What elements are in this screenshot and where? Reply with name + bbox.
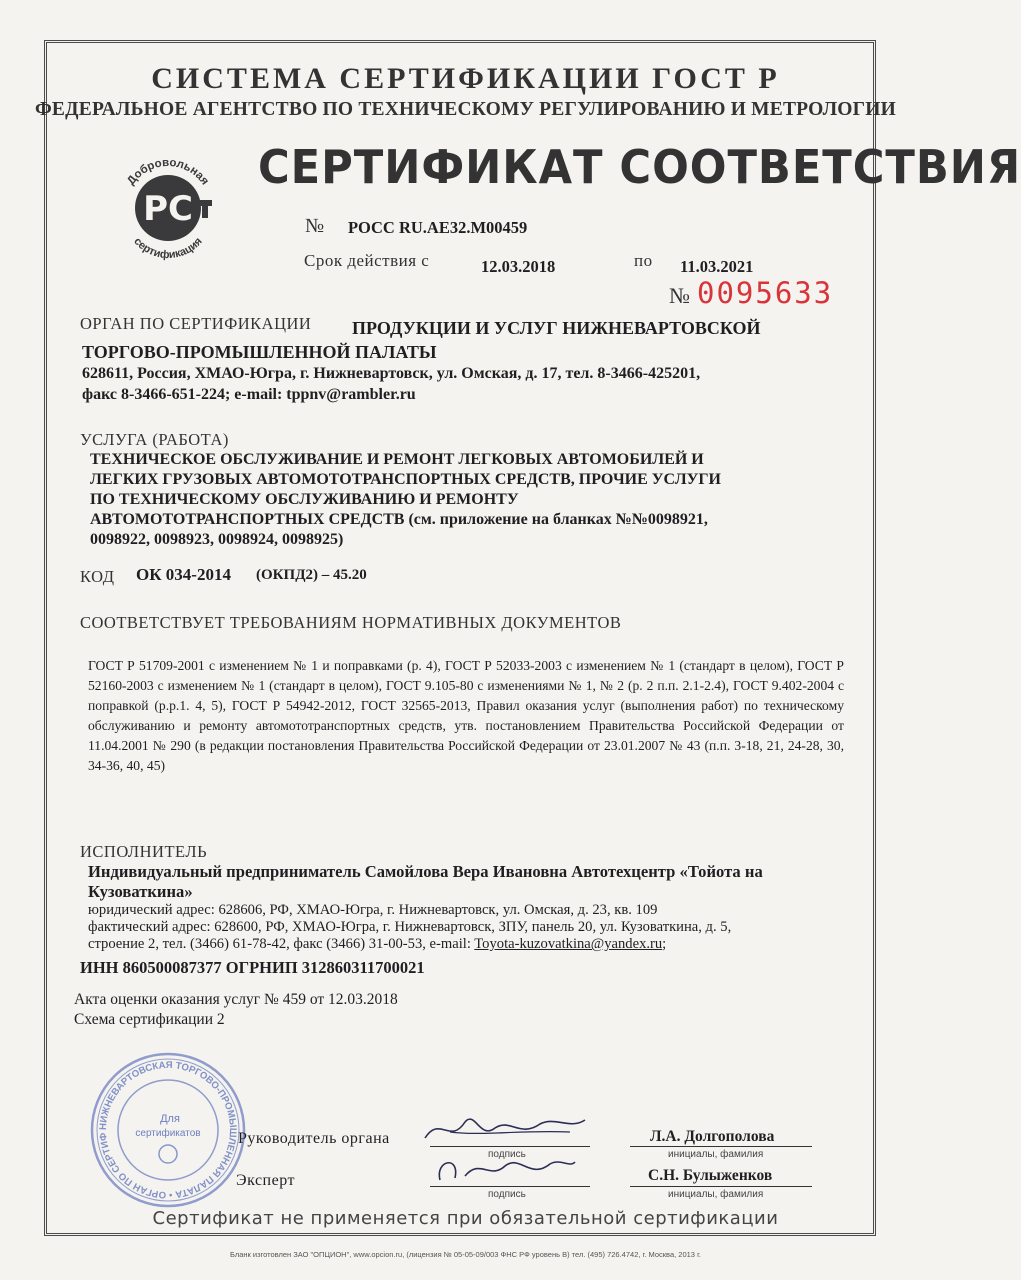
head-name: Л.А. Долгополова xyxy=(650,1128,775,1145)
expert-name-caption: инициалы, фамилия xyxy=(668,1189,764,1200)
stamp-center-2: сертификатов xyxy=(135,1128,201,1139)
executor-contacts xyxy=(88,936,666,953)
executor-label: ИСПОЛНИТЕЛЬ xyxy=(80,842,208,861)
svg-text:НИЖНЕВАРТОВСКАЯ ТОРГОВО-ПРОМЫШ xyxy=(88,1050,238,1200)
agency-title: ФЕДЕРАЛЬНОЕ АГЕНТСТВО ПО ТЕХНИЧЕСКОМУ РЕГУЛИРОВАНИЮ И МЕТРОЛОГИИ xyxy=(34,99,897,120)
organ-address: 628611, Россия, ХМАО-Югра, г. Нижневартовск, ул. Омская, д. 17, тел. 8-3466-425201, xyxy=(82,365,701,382)
executor-line-1: Индивидуальный предприниматель Самойлова Вера Ивановна Автотехцентр «Тойота на xyxy=(88,862,763,881)
expert-sign-caption: подпись xyxy=(488,1189,526,1200)
service-line-1: ТЕХНИЧЕСКОЕ ОБСЛУЖИВАНИЕ И РЕМОНТ ЛЕГКОВЫХ АВТОМОБИЛЕЙ И xyxy=(90,451,704,468)
inn-ogrnip: ИНН 860500087377 ОГРНИП 312860311700021 xyxy=(80,958,425,977)
service-line-4: АВТОМОТОТРАНСПОРТНЫХ СРЕДСТВ (см. приложение на бланках №№0098921, xyxy=(90,511,708,528)
expert-signature xyxy=(430,1150,580,1190)
code-value: ОК 034-2014 xyxy=(136,565,231,584)
printer-imprint: Бланк изготовлен ЗАО "ОПЦИОН", www.opcion.ru, (лицензия № 05-05-09/003 ФНС РФ уровень В) тел. (495) 726.4742, г. Москва, 2013 г. xyxy=(230,1250,701,1259)
organ-contacts: факс 8-3466-651-224; e-mail: tppnv@rambler.ru xyxy=(82,386,416,403)
code-label: КОД xyxy=(80,567,115,586)
date-to: 11.03.2021 xyxy=(680,257,754,276)
code-extra: (ОКПД2) – 45.20 xyxy=(256,567,367,583)
organ-line-1: ПРОДУКЦИИ И УСЛУГ НИЖНЕВАРТОВСКОЙ xyxy=(352,318,761,338)
stamp-graphic xyxy=(88,1050,248,1210)
head-label: Руководитель органа xyxy=(238,1130,390,1147)
logo-graphic xyxy=(112,152,224,264)
normative-documents: ГОСТ Р 51709-2001 с изменением № 1 и поправками (р. 4), ГОСТ Р 52033-2003 с изменением № 1 (стандарт в целом), ГОСТ Р 52160-2003 с изменением № 1 (стандарт в целом), ГОСТ 9.105-80 с изменениями № 1, № 2 (р. 2 п.п. 2.1-2.4), ГОСТ 9.402-2004 с поправкой (р.р.1. 4, 5), ГОСТ Р 54942-2012, ГОСТ 32565-2013, Правил оказания услуг (выполнения работ) по техническому обслуживанию и ремонту автомототранспортных средств, утв. постановлением Правительства Российской Федерации от 11.04.2001 № 290 (в редакции постановления Правительства Российской Федерации от 23.01.2007 № 43 (п.п. 3-18, 21, 24-28, 30, 34-36, 40, 45) xyxy=(88,658,844,773)
service-line-5: 0098922, 0098923, 0098924, 0098925) xyxy=(90,531,344,548)
service-line-3: ПО ТЕХНИЧЕСКОМУ ОБСЛУЖИВАНИЮ И РЕМОНТУ xyxy=(90,491,519,508)
head-name-line xyxy=(630,1146,812,1147)
service-label: УСЛУГА (РАБОТА) xyxy=(80,430,229,449)
logo-bottom-text: сертификация xyxy=(131,235,205,262)
head-name-caption: инициалы, фамилия xyxy=(668,1149,764,1160)
organ-label: ОРГАН ПО СЕРТИФИКАЦИИ xyxy=(80,314,312,333)
legal-address: юридический адрес: 628606, РФ, ХМАО-Югра, г. Нижневартовск, ул. Омская, д. 23, кв. 109 xyxy=(88,902,658,918)
organ-line-2: ТОРГОВО-ПРОМЫШЛЕННОЙ ПАЛАТЫ xyxy=(82,342,437,362)
certificate-number: РОСС RU.AE32.M00459 xyxy=(348,218,528,237)
logo-top-text: Добровольная xyxy=(125,156,211,188)
stamp-center-1: Для xyxy=(160,1113,180,1125)
head-sign-line xyxy=(430,1146,590,1147)
footer-note: Сертификат не применяется при обязательной сертификации xyxy=(152,1208,779,1229)
certificate-title: СЕРТИФИКАТ СООТВЕТСТВИЯ xyxy=(258,140,1021,194)
expert-label: Эксперт xyxy=(236,1172,295,1189)
conformity-label: СООТВЕТСТВУЕТ ТРЕБОВАНИЯМ НОРМАТИВНЫХ ДОКУМЕНТОВ xyxy=(80,613,622,632)
logo-mark: РС xyxy=(143,189,193,229)
validity-label: Срок действия с xyxy=(304,251,430,270)
serial-label: № xyxy=(669,283,690,308)
actual-address: фактический адрес: 628600, РФ, ХМАО-Югра, г. Нижневартовск, ЗПУ, панель 20, ул. Кузоваткина, д. 5, xyxy=(88,919,732,935)
system-title: СИСТЕМА СЕРТИФИКАЦИИ ГОСТ Р xyxy=(151,62,780,95)
basis-line-1: Акта оценки оказания услуг № 459 от 12.03.2018 xyxy=(74,991,398,1008)
executor-email-link[interactable]: Toyota-kuzovatkina@yandex.ru xyxy=(474,936,663,952)
gost-r-logo xyxy=(112,152,224,264)
expert-name: С.Н. Булыженков xyxy=(648,1167,773,1184)
stamp-ring-text: НИЖНЕВАРТОВСКАЯ ТОРГОВО-ПРОМЫШЛЕННАЯ ПАЛАТА • ОРГАН ПО СЕРТИФ xyxy=(97,1059,239,1201)
head-signature xyxy=(420,1110,590,1150)
to-label: по xyxy=(634,251,653,270)
executor-line-2: Кузоваткина» xyxy=(88,882,193,901)
serial-number: 0095633 xyxy=(697,276,834,310)
number-label: № xyxy=(305,215,325,237)
executor-contacts-text: строение 2, тел. (3466) 61-78-42, факс (3466) 31-00-53, e-mail: xyxy=(88,936,471,952)
head-sign-caption: подпись xyxy=(488,1149,526,1160)
certification-stamp xyxy=(88,1050,248,1210)
expert-sign-line xyxy=(430,1186,590,1187)
executor-contacts-end: ; xyxy=(662,936,667,952)
service-line-2: ЛЕГКИХ ГРУЗОВЫХ АВТОМОТОТРАНСПОРТНЫХ СРЕДСТВ, ПРОЧИЕ УСЛУГИ xyxy=(90,471,721,488)
expert-name-line xyxy=(630,1186,812,1187)
date-from: 12.03.2018 xyxy=(481,257,556,276)
basis-line-2: Схема сертификации 2 xyxy=(74,1011,225,1028)
